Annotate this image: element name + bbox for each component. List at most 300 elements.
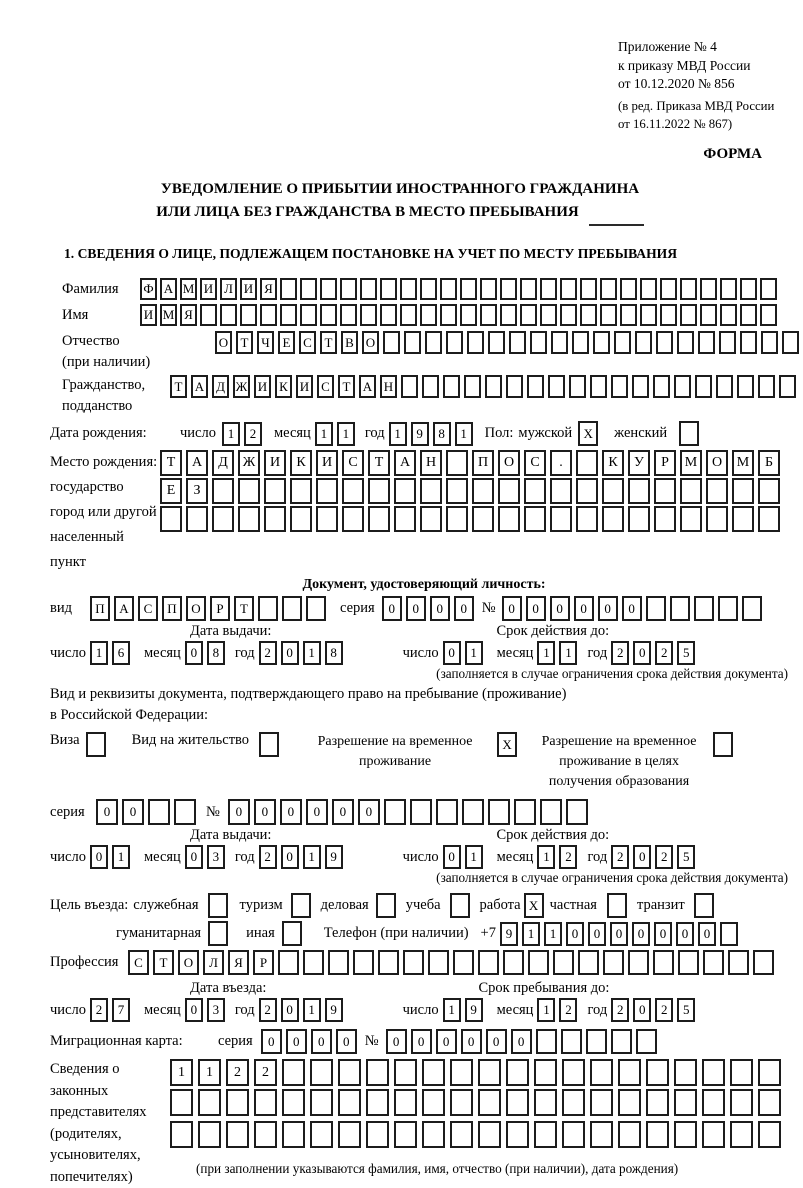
form-cell[interactable]	[540, 304, 557, 326]
form-cell[interactable]	[450, 1089, 473, 1116]
form-cell[interactable]	[728, 950, 749, 975]
form-cell[interactable]: 1	[315, 422, 333, 446]
form-cell[interactable]	[488, 799, 510, 825]
form-cell[interactable]	[720, 304, 737, 326]
form-cell[interactable]: И	[254, 375, 271, 398]
form-cell[interactable]: О	[362, 331, 379, 354]
form-cell[interactable]	[238, 478, 260, 504]
form-cell[interactable]: О	[498, 450, 520, 476]
form-cell[interactable]	[320, 278, 337, 300]
form-cell[interactable]: М	[732, 450, 754, 476]
form-cell[interactable]	[342, 506, 364, 532]
form-cell[interactable]: 2	[259, 998, 277, 1022]
form-cell[interactable]: 2	[559, 998, 577, 1022]
form-cell[interactable]	[488, 331, 505, 354]
form-cell[interactable]	[453, 950, 474, 975]
form-cell[interactable]: X	[524, 893, 544, 918]
form-cell[interactable]	[450, 893, 470, 918]
form-cell[interactable]	[360, 304, 377, 326]
form-cell[interactable]	[480, 278, 497, 300]
form-cell[interactable]: 9	[411, 422, 429, 446]
form-cell[interactable]	[500, 304, 517, 326]
form-cell[interactable]: Т	[236, 331, 253, 354]
form-cell[interactable]	[586, 1029, 607, 1054]
form-cell[interactable]	[478, 1059, 501, 1086]
form-cell[interactable]	[700, 304, 717, 326]
form-cell[interactable]	[550, 506, 572, 532]
form-cell[interactable]	[670, 596, 690, 621]
form-cell[interactable]	[366, 1089, 389, 1116]
form-cell[interactable]	[561, 1029, 582, 1054]
form-cell[interactable]	[706, 478, 728, 504]
form-cell[interactable]	[758, 1059, 781, 1086]
form-cell[interactable]	[254, 1121, 277, 1148]
form-cell[interactable]: 0	[185, 845, 203, 869]
form-cell[interactable]	[695, 375, 712, 398]
form-cell[interactable]: 0	[633, 845, 651, 869]
form-cell[interactable]	[212, 506, 234, 532]
form-cell[interactable]	[593, 331, 610, 354]
form-cell[interactable]: П	[162, 596, 182, 621]
form-cell[interactable]: 0	[632, 922, 650, 946]
form-cell[interactable]	[478, 1089, 501, 1116]
form-cell[interactable]	[208, 893, 228, 918]
form-cell[interactable]: 0	[311, 1029, 332, 1054]
form-cell[interactable]: 1	[465, 641, 483, 665]
form-cell[interactable]	[310, 1121, 333, 1148]
form-cell[interactable]: 0	[386, 1029, 407, 1054]
form-cell[interactable]	[540, 278, 557, 300]
form-cell[interactable]: Ж	[238, 450, 260, 476]
form-cell[interactable]	[635, 331, 652, 354]
form-cell[interactable]: З	[186, 478, 208, 504]
form-cell[interactable]: 0	[588, 922, 606, 946]
form-cell[interactable]	[506, 1089, 529, 1116]
form-cell[interactable]	[498, 478, 520, 504]
form-cell[interactable]	[436, 799, 458, 825]
form-cell[interactable]	[730, 1089, 753, 1116]
form-cell[interactable]: 0	[185, 998, 203, 1022]
form-cell[interactable]	[636, 1029, 657, 1054]
form-cell[interactable]: 9	[325, 845, 343, 869]
form-cell[interactable]	[226, 1121, 249, 1148]
form-cell[interactable]	[611, 1029, 632, 1054]
form-cell[interactable]	[282, 596, 302, 621]
form-cell[interactable]	[383, 331, 400, 354]
form-cell[interactable]: 2	[655, 641, 673, 665]
form-cell[interactable]	[718, 596, 738, 621]
form-cell[interactable]	[660, 278, 677, 300]
form-cell[interactable]	[680, 304, 697, 326]
form-cell[interactable]	[674, 1059, 697, 1086]
form-cell[interactable]	[440, 304, 457, 326]
form-cell[interactable]	[300, 278, 317, 300]
form-cell[interactable]: Т	[160, 450, 182, 476]
form-cell[interactable]: К	[602, 450, 624, 476]
form-cell[interactable]	[730, 1121, 753, 1148]
form-cell[interactable]	[376, 893, 396, 918]
form-cell[interactable]	[394, 1059, 417, 1086]
form-cell[interactable]: 0	[598, 596, 618, 621]
form-cell[interactable]	[282, 1059, 305, 1086]
form-cell[interactable]: 2	[254, 1059, 277, 1086]
form-cell[interactable]: 0	[358, 799, 380, 825]
form-cell[interactable]	[760, 278, 777, 300]
form-cell[interactable]: 2	[611, 845, 629, 869]
form-cell[interactable]	[720, 278, 737, 300]
form-cell[interactable]	[719, 331, 736, 354]
form-cell[interactable]: 0	[286, 1029, 307, 1054]
form-cell[interactable]	[316, 478, 338, 504]
form-cell[interactable]	[338, 1089, 361, 1116]
form-cell[interactable]	[420, 278, 437, 300]
form-cell[interactable]	[576, 478, 598, 504]
form-cell[interactable]	[86, 732, 106, 757]
form-cell[interactable]	[524, 506, 546, 532]
form-cell[interactable]: 0	[511, 1029, 532, 1054]
form-cell[interactable]	[498, 506, 520, 532]
form-cell[interactable]	[170, 1121, 193, 1148]
form-cell[interactable]	[758, 506, 780, 532]
form-cell[interactable]	[338, 1121, 361, 1148]
form-cell[interactable]: С	[342, 450, 364, 476]
form-cell[interactable]: К	[275, 375, 292, 398]
form-cell[interactable]	[410, 799, 432, 825]
form-cell[interactable]	[572, 331, 589, 354]
form-cell[interactable]: 0	[280, 799, 302, 825]
form-cell[interactable]: 0	[698, 922, 716, 946]
form-cell[interactable]	[551, 331, 568, 354]
form-cell[interactable]: 1	[537, 998, 555, 1022]
form-cell[interactable]: Б	[758, 450, 780, 476]
form-cell[interactable]	[540, 799, 562, 825]
form-cell[interactable]: Ж	[233, 375, 250, 398]
form-cell[interactable]	[258, 596, 278, 621]
form-cell[interactable]: Т	[320, 331, 337, 354]
form-cell[interactable]: 0	[610, 922, 628, 946]
form-cell[interactable]	[607, 893, 627, 918]
form-cell[interactable]: М	[680, 450, 702, 476]
form-cell[interactable]	[420, 478, 442, 504]
form-cell[interactable]	[254, 1089, 277, 1116]
form-cell[interactable]: М	[160, 304, 177, 326]
form-cell[interactable]	[678, 950, 699, 975]
form-cell[interactable]	[702, 1089, 725, 1116]
form-cell[interactable]: 1	[537, 641, 555, 665]
form-cell[interactable]: 0	[96, 799, 118, 825]
form-cell[interactable]	[562, 1059, 585, 1086]
form-cell[interactable]: С	[138, 596, 158, 621]
form-cell[interactable]: 0	[185, 641, 203, 665]
form-cell[interactable]	[380, 278, 397, 300]
form-cell[interactable]	[306, 596, 326, 621]
form-cell[interactable]: 1	[389, 422, 407, 446]
form-cell[interactable]	[200, 304, 217, 326]
form-cell[interactable]	[378, 950, 399, 975]
form-cell[interactable]	[653, 950, 674, 975]
form-cell[interactable]: 5	[677, 845, 695, 869]
form-cell[interactable]	[278, 950, 299, 975]
form-cell[interactable]	[640, 304, 657, 326]
form-cell[interactable]	[485, 375, 502, 398]
form-cell[interactable]	[240, 304, 257, 326]
form-cell[interactable]: 0	[550, 596, 570, 621]
form-cell[interactable]: 0	[228, 799, 250, 825]
form-cell[interactable]	[226, 1089, 249, 1116]
form-cell[interactable]: 0	[411, 1029, 432, 1054]
form-cell[interactable]	[238, 506, 260, 532]
form-cell[interactable]: Н	[380, 375, 397, 398]
form-cell[interactable]	[280, 304, 297, 326]
form-cell[interactable]: 9	[500, 922, 518, 946]
form-cell[interactable]	[282, 921, 302, 946]
form-cell[interactable]	[440, 278, 457, 300]
form-cell[interactable]	[680, 278, 697, 300]
form-cell[interactable]	[660, 304, 677, 326]
form-cell[interactable]: М	[180, 278, 197, 300]
form-cell[interactable]	[450, 1121, 473, 1148]
form-cell[interactable]: 0	[254, 799, 276, 825]
form-cell[interactable]	[656, 331, 673, 354]
form-cell[interactable]	[640, 278, 657, 300]
form-cell[interactable]	[646, 596, 666, 621]
form-cell[interactable]	[282, 1121, 305, 1148]
form-cell[interactable]	[478, 950, 499, 975]
form-cell[interactable]	[460, 304, 477, 326]
form-cell[interactable]: 5	[677, 998, 695, 1022]
form-cell[interactable]: 0	[676, 922, 694, 946]
form-cell[interactable]	[394, 506, 416, 532]
form-cell[interactable]: 0	[281, 845, 299, 869]
form-cell[interactable]	[464, 375, 481, 398]
form-cell[interactable]: О	[215, 331, 232, 354]
form-cell[interactable]	[590, 1059, 613, 1086]
form-cell[interactable]: 3	[207, 998, 225, 1022]
form-cell[interactable]: С	[128, 950, 149, 975]
form-cell[interactable]: 8	[433, 422, 451, 446]
form-cell[interactable]: 0	[574, 596, 594, 621]
form-cell[interactable]	[422, 1089, 445, 1116]
form-cell[interactable]	[360, 278, 377, 300]
form-cell[interactable]	[700, 278, 717, 300]
form-cell[interactable]	[548, 375, 565, 398]
form-cell[interactable]: 0	[461, 1029, 482, 1054]
form-cell[interactable]	[400, 278, 417, 300]
form-cell[interactable]	[186, 506, 208, 532]
form-cell[interactable]	[260, 304, 277, 326]
form-cell[interactable]	[506, 375, 523, 398]
form-cell[interactable]: 0	[443, 641, 461, 665]
form-cell[interactable]: О	[706, 450, 728, 476]
form-cell[interactable]	[303, 950, 324, 975]
form-cell[interactable]	[403, 950, 424, 975]
form-cell[interactable]	[472, 506, 494, 532]
form-cell[interactable]	[720, 922, 738, 946]
form-cell[interactable]	[280, 278, 297, 300]
form-cell[interactable]: 0	[566, 922, 584, 946]
form-cell[interactable]	[566, 799, 588, 825]
form-cell[interactable]	[422, 1121, 445, 1148]
form-cell[interactable]: П	[472, 450, 494, 476]
form-cell[interactable]	[758, 478, 780, 504]
form-cell[interactable]: X	[497, 732, 517, 757]
form-cell[interactable]	[737, 375, 754, 398]
form-cell[interactable]	[290, 506, 312, 532]
form-cell[interactable]: Н	[420, 450, 442, 476]
form-cell[interactable]	[264, 478, 286, 504]
form-cell[interactable]: 8	[207, 641, 225, 665]
form-cell[interactable]	[366, 1121, 389, 1148]
form-cell[interactable]: 1	[544, 922, 562, 946]
form-cell[interactable]	[602, 478, 624, 504]
form-cell[interactable]	[422, 1059, 445, 1086]
form-cell[interactable]: С	[524, 450, 546, 476]
form-cell[interactable]: 8	[325, 641, 343, 665]
form-cell[interactable]	[553, 950, 574, 975]
form-cell[interactable]	[694, 893, 714, 918]
form-cell[interactable]	[520, 278, 537, 300]
form-cell[interactable]	[753, 950, 774, 975]
form-cell[interactable]: 0	[633, 998, 651, 1022]
form-cell[interactable]: Т	[368, 450, 390, 476]
form-cell[interactable]: 1	[303, 998, 321, 1022]
form-cell[interactable]: Т	[338, 375, 355, 398]
form-cell[interactable]: 0	[382, 596, 402, 621]
form-cell[interactable]	[590, 1089, 613, 1116]
form-cell[interactable]	[761, 331, 778, 354]
form-cell[interactable]: Е	[278, 331, 295, 354]
form-cell[interactable]: И	[316, 450, 338, 476]
form-cell[interactable]	[620, 304, 637, 326]
form-cell[interactable]: 1	[90, 641, 108, 665]
form-cell[interactable]	[674, 1121, 697, 1148]
form-cell[interactable]	[590, 375, 607, 398]
form-cell[interactable]	[702, 1121, 725, 1148]
form-cell[interactable]	[603, 950, 624, 975]
form-cell[interactable]	[503, 950, 524, 975]
form-cell[interactable]	[506, 1121, 529, 1148]
form-cell[interactable]: Я	[260, 278, 277, 300]
form-cell[interactable]	[698, 331, 715, 354]
form-cell[interactable]: 0	[306, 799, 328, 825]
form-cell[interactable]	[740, 304, 757, 326]
form-cell[interactable]	[342, 478, 364, 504]
form-cell[interactable]: У	[628, 450, 650, 476]
form-cell[interactable]	[514, 799, 536, 825]
form-cell[interactable]	[527, 375, 544, 398]
form-cell[interactable]	[310, 1059, 333, 1086]
form-cell[interactable]: 2	[655, 845, 673, 869]
form-cell[interactable]: .	[550, 450, 572, 476]
form-cell[interactable]	[534, 1089, 557, 1116]
form-cell[interactable]: Т	[170, 375, 187, 398]
form-cell[interactable]	[340, 278, 357, 300]
form-cell[interactable]	[480, 304, 497, 326]
form-cell[interactable]	[170, 1089, 193, 1116]
form-cell[interactable]: А	[114, 596, 134, 621]
form-cell[interactable]	[680, 478, 702, 504]
form-cell[interactable]: Ф	[140, 278, 157, 300]
form-cell[interactable]	[702, 1059, 725, 1086]
form-cell[interactable]	[443, 375, 460, 398]
form-cell[interactable]: X	[578, 421, 598, 446]
form-cell[interactable]: 0	[486, 1029, 507, 1054]
form-cell[interactable]	[632, 375, 649, 398]
form-cell[interactable]	[148, 799, 170, 825]
form-cell[interactable]	[174, 799, 196, 825]
form-cell[interactable]	[220, 304, 237, 326]
form-cell[interactable]: Ч	[257, 331, 274, 354]
form-cell[interactable]	[580, 304, 597, 326]
form-cell[interactable]	[674, 375, 691, 398]
form-cell[interactable]: 0	[430, 596, 450, 621]
form-cell[interactable]	[758, 1089, 781, 1116]
form-cell[interactable]: 0	[281, 998, 299, 1022]
form-cell[interactable]	[338, 1059, 361, 1086]
form-cell[interactable]	[576, 450, 598, 476]
form-cell[interactable]: Р	[253, 950, 274, 975]
form-cell[interactable]	[446, 450, 468, 476]
form-cell[interactable]	[404, 331, 421, 354]
form-cell[interactable]	[446, 331, 463, 354]
form-cell[interactable]: 6	[112, 641, 130, 665]
form-cell[interactable]	[446, 506, 468, 532]
form-cell[interactable]: И	[240, 278, 257, 300]
form-cell[interactable]: 1	[465, 845, 483, 869]
form-cell[interactable]	[394, 478, 416, 504]
form-cell[interactable]: 2	[611, 641, 629, 665]
form-cell[interactable]: 0	[443, 845, 461, 869]
form-cell[interactable]	[291, 893, 311, 918]
form-cell[interactable]	[560, 278, 577, 300]
form-cell[interactable]: 0	[122, 799, 144, 825]
form-cell[interactable]	[694, 596, 714, 621]
form-cell[interactable]: С	[317, 375, 334, 398]
form-cell[interactable]	[618, 1121, 641, 1148]
form-cell[interactable]	[646, 1089, 669, 1116]
form-cell[interactable]: 9	[465, 998, 483, 1022]
form-cell[interactable]	[198, 1089, 221, 1116]
form-cell[interactable]: Д	[212, 375, 229, 398]
form-cell[interactable]	[520, 304, 537, 326]
form-cell[interactable]: 0	[622, 596, 642, 621]
form-cell[interactable]	[580, 278, 597, 300]
form-cell[interactable]: А	[191, 375, 208, 398]
form-cell[interactable]: 1	[337, 422, 355, 446]
form-cell[interactable]	[534, 1121, 557, 1148]
form-cell[interactable]: 1	[170, 1059, 193, 1086]
form-cell[interactable]	[472, 478, 494, 504]
form-cell[interactable]	[420, 304, 437, 326]
form-cell[interactable]: 2	[259, 845, 277, 869]
form-cell[interactable]: 1	[198, 1059, 221, 1086]
form-cell[interactable]: 2	[559, 845, 577, 869]
form-cell[interactable]: И	[200, 278, 217, 300]
form-cell[interactable]	[500, 278, 517, 300]
form-cell[interactable]	[450, 1059, 473, 1086]
form-cell[interactable]: 1	[455, 422, 473, 446]
form-cell[interactable]	[536, 1029, 557, 1054]
form-cell[interactable]: Т	[153, 950, 174, 975]
form-cell[interactable]	[394, 1089, 417, 1116]
form-cell[interactable]	[732, 478, 754, 504]
form-cell[interactable]: 1	[303, 641, 321, 665]
form-cell[interactable]: 0	[281, 641, 299, 665]
form-cell[interactable]	[740, 331, 757, 354]
form-cell[interactable]	[328, 950, 349, 975]
form-cell[interactable]: 0	[502, 596, 522, 621]
form-cell[interactable]: Р	[654, 450, 676, 476]
